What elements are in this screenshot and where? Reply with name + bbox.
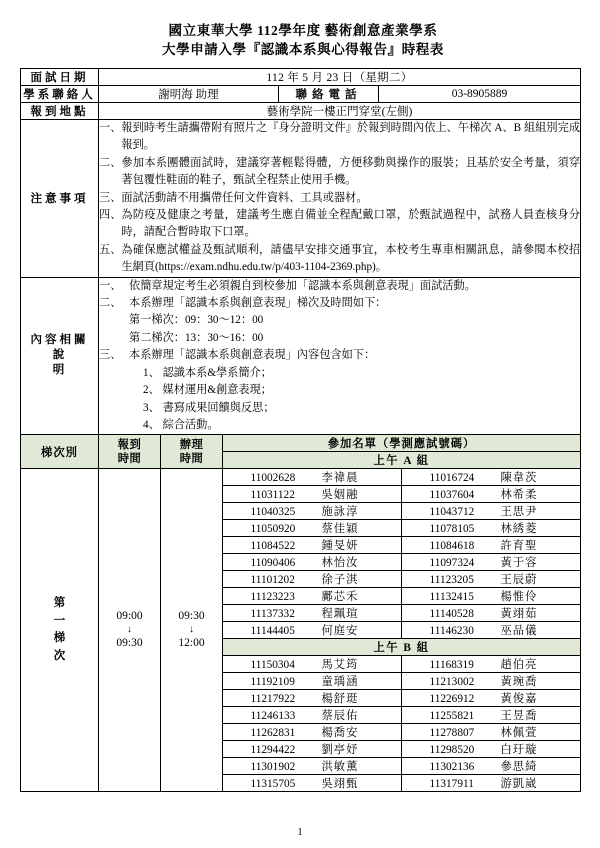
header-batch: 梯次別 [21, 435, 99, 469]
content-text: 本系辦理「認識本系與創意表現」梯次及時間如下： [129, 297, 387, 310]
student-id: 11146230 [429, 625, 474, 638]
student-cell [402, 622, 581, 639]
content-sub-item: 4、 綜合活動。 [143, 418, 219, 431]
content-number: 一、 [99, 279, 122, 292]
process-time-cell [161, 469, 223, 792]
interview-date-value: 112 年 5 月 23 日（星期二） [99, 69, 581, 86]
student-name: 林怡汝 [321, 557, 359, 570]
note-number: 一、 [99, 122, 122, 134]
student-id: 11144405 [250, 625, 295, 638]
student-cell [402, 588, 581, 605]
student-name: 游凱崴 [500, 778, 538, 791]
row-interview-date [21, 69, 581, 86]
student-id: 11084522 [250, 540, 296, 553]
content-item [99, 347, 580, 364]
student-cell [223, 537, 402, 554]
student-id: 11213002 [429, 676, 475, 689]
student-name: 李禕晨 [321, 472, 359, 485]
student-cell [402, 690, 581, 707]
student-name: 王昱喬 [500, 710, 538, 723]
student-cell [223, 775, 402, 792]
batch-time-1: 第一梯次：09：30～12：00 [129, 314, 264, 327]
student-cell [223, 588, 402, 605]
note-text: 參加本系團體面試時，建議穿著輕鬆得體，方便移動與操作的服裝；且基於安全考量，須穿著包覆性鞋面的鞋子，甄試全程禁止使用手機。 [121, 156, 581, 187]
student-name: 許育聖 [500, 540, 538, 553]
content-number: 三、 [99, 349, 122, 362]
student-id: 11278807 [429, 727, 475, 740]
student-cell [402, 673, 581, 690]
batch-char: 次 [53, 649, 66, 662]
student-cell [402, 724, 581, 741]
student-id: 11123223 [250, 591, 295, 604]
student-name: 吳翊甄 [321, 778, 359, 791]
student-id: 11192109 [250, 676, 295, 689]
info-table [20, 68, 581, 435]
content-text: 依簡章規定考生必須親自到校參加「認識本系與創意表現」面試活動。 [129, 279, 476, 292]
down-arrow-icon: ↓ [189, 624, 194, 636]
content-number: 二、 [99, 297, 122, 310]
student-id: 11016724 [429, 472, 475, 485]
title-line-1: 國立東華大學 112學年度 藝術創意產業學系 [168, 23, 438, 38]
student-cell [402, 656, 581, 673]
content-sub-item: 2、 媒材運用&創意表現； [143, 384, 272, 397]
content-item [99, 295, 580, 312]
student-id: 11150304 [250, 659, 295, 672]
student-id: 11132415 [429, 591, 474, 604]
student-id: 11097324 [429, 557, 475, 570]
row-location [21, 103, 581, 120]
location-value: 藝術學院一樓正門穿堂(左側) [99, 103, 581, 120]
student-name: 吳姻融 [321, 489, 359, 502]
student-name: 楊惟伶 [500, 591, 538, 604]
student-name: 施詠淳 [321, 506, 359, 519]
note-text: 報到時考生請攜帶附有照片之『身分證明文件』於報到時間內依上、午梯次 A、B 組組別完成報到。 [121, 122, 581, 152]
student-id: 11050920 [250, 523, 296, 536]
student-name: 王思尹 [500, 506, 538, 519]
student-id: 11298520 [429, 744, 475, 757]
header-process-time [161, 435, 223, 469]
phone-value: 03-8905889 [379, 86, 581, 103]
note-text: 面試活動請不用攜帶任何文件資料、工具或器材。 [121, 191, 368, 204]
batch-label-cell [21, 469, 99, 792]
student-cell [223, 707, 402, 724]
student-cell [223, 486, 402, 503]
student-cell [223, 690, 402, 707]
note-text: 為確保應試權益及甄試順利，請儘早安排交通事宜，本校考生專車相關訊息，請參閱本校招生網頁(https://exam.ndhu.edu.tw/p/403-1104-2369.php)。 [121, 243, 581, 274]
contact-value: 謝明海 助理 [99, 86, 279, 103]
student-name: 趙伯亮 [500, 659, 538, 672]
student-name: 蔡佳穎 [321, 523, 359, 536]
student-id: 11168319 [429, 659, 474, 672]
content-text: 本系辦理「認識本系與創意表現」內容包含如下： [129, 349, 376, 362]
batch-char: 第 [53, 597, 66, 610]
content-label [21, 277, 99, 435]
student-cell [402, 503, 581, 520]
student-cell [223, 503, 402, 520]
student-name: 巫品儀 [500, 625, 538, 638]
student-name: 徐子淇 [321, 574, 359, 587]
student-id: 11031122 [250, 489, 295, 502]
down-arrow-icon: ↓ [127, 624, 132, 636]
note-item [99, 120, 580, 155]
student-id: 11226912 [429, 693, 475, 706]
table-row [21, 469, 581, 486]
student-name: 鄺芯禾 [321, 591, 359, 604]
content-label-line-1: 內容相關 [30, 334, 89, 347]
content-item [99, 278, 580, 295]
student-name: 陳韋茨 [500, 472, 538, 485]
header-roster: 參加名單（學測應試號碼） [223, 435, 581, 452]
student-name: 林希柔 [500, 489, 538, 502]
student-name: 黃琬喬 [500, 676, 538, 689]
student-cell [402, 537, 581, 554]
student-cell [223, 469, 402, 486]
student-name: 林綉菱 [500, 523, 538, 536]
student-id: 11101202 [250, 574, 295, 587]
student-id: 11043712 [429, 506, 475, 519]
content-sub-item: 1、 認識本系&學系簡介； [143, 366, 272, 379]
row-content-description [21, 277, 581, 435]
student-cell [402, 741, 581, 758]
student-cell [223, 724, 402, 741]
student-cell [402, 469, 581, 486]
student-name: 黃俊嘉 [500, 693, 538, 706]
student-name: 白玗璇 [500, 744, 538, 757]
student-id: 11084618 [429, 540, 475, 553]
student-name: 黃于容 [500, 557, 538, 570]
note-number: 三、 [99, 191, 122, 204]
note-number: 二、 [99, 156, 122, 169]
header-report-time [99, 435, 161, 469]
student-cell [402, 486, 581, 503]
student-id: 11137332 [250, 608, 295, 621]
phone-label: 聯絡電話 [279, 86, 379, 103]
report-time-end: 09:30 [116, 637, 143, 650]
student-cell [223, 673, 402, 690]
process-time-end: 12:00 [178, 637, 205, 650]
page-number: 1 [297, 827, 303, 838]
student-cell [402, 554, 581, 571]
student-cell [223, 758, 402, 775]
student-name: 劉亭妤 [321, 744, 359, 757]
notes-content [99, 120, 581, 278]
header-report-time-line-2: 時間 [117, 452, 142, 465]
title-line-2: 大學申請入學『認識本系與心得報告』時程表 [162, 41, 444, 57]
header-process-time-line-2: 時間 [179, 452, 204, 465]
notes-label: 注意事項 [21, 120, 99, 278]
student-name: 童瑀涵 [321, 676, 359, 689]
page-title [20, 22, 580, 59]
group-b-header: 上午 B 組 [223, 639, 581, 656]
student-cell [223, 741, 402, 758]
student-cell [402, 520, 581, 537]
schedule-header-row-1 [21, 435, 581, 452]
student-cell [402, 571, 581, 588]
note-item [99, 207, 580, 242]
student-id: 11302136 [429, 761, 475, 774]
interview-date-label: 面試日期 [21, 69, 99, 86]
student-name: 蔡辰佑 [321, 710, 359, 723]
student-cell [402, 775, 581, 792]
process-time-start: 09:30 [178, 610, 205, 623]
student-id: 11294422 [250, 744, 296, 757]
note-item [99, 242, 580, 277]
student-id: 11140528 [429, 608, 474, 621]
student-cell [223, 656, 402, 673]
schedule-table [20, 434, 581, 792]
content-label-line-2: 說明 [52, 349, 91, 377]
batch-char: 梯 [53, 632, 66, 645]
student-id: 11255821 [429, 710, 475, 723]
location-label: 報到地點 [21, 103, 99, 120]
student-id: 11301902 [250, 761, 296, 774]
student-cell [402, 605, 581, 622]
row-notes [21, 120, 581, 278]
student-cell [402, 758, 581, 775]
student-name: 參思綺 [500, 761, 538, 774]
student-cell [223, 520, 402, 537]
note-number: 五、 [99, 243, 122, 256]
student-id: 11078105 [429, 523, 475, 536]
row-contact [21, 86, 581, 103]
student-id: 11246133 [250, 710, 296, 723]
student-id: 11037604 [429, 489, 475, 502]
header-report-time-line-1: 報到 [117, 438, 142, 451]
student-id: 11123205 [429, 574, 474, 587]
student-cell [223, 605, 402, 622]
contact-label: 學系聯絡人 [21, 86, 99, 103]
student-id: 11262831 [250, 727, 296, 740]
note-text: 為防疫及健康之考量，建議考生應自備並全程配戴口罩，於甄試過程中，試務人員查核身分時，請配合暫時取下口罩。 [121, 209, 581, 239]
student-name: 楊舒珽 [321, 693, 359, 706]
student-name: 程珮瑄 [321, 608, 359, 621]
student-name: 王辰蔚 [500, 574, 538, 587]
note-number: 四、 [99, 209, 122, 222]
student-cell [223, 554, 402, 571]
batch-time-2: 第二梯次：13：30～16：00 [129, 331, 264, 344]
student-id: 11002628 [250, 472, 296, 485]
report-time-cell [99, 469, 161, 792]
student-cell [223, 622, 402, 639]
student-id: 11317911 [429, 778, 474, 791]
note-item [99, 190, 580, 207]
student-name: 林佩萱 [500, 727, 538, 740]
group-a-header: 上午 A 組 [223, 452, 581, 469]
student-cell [223, 571, 402, 588]
student-name: 楊喬安 [321, 727, 359, 740]
note-item [99, 155, 580, 190]
report-time-start: 09:00 [116, 610, 143, 623]
content-sub-item: 3、 書寫成果回饋與反思； [143, 401, 275, 414]
student-name: 何庭安 [321, 625, 359, 638]
student-name: 鍾旻妍 [321, 540, 359, 553]
student-id: 11315705 [250, 778, 296, 791]
header-process-time-line-1: 辦理 [179, 438, 204, 451]
batch-char: 一 [53, 614, 66, 627]
student-name: 洪敏薰 [321, 761, 359, 774]
student-name: 黃翊茹 [500, 608, 538, 621]
student-id: 11217922 [250, 693, 296, 706]
student-cell [402, 707, 581, 724]
student-name: 馬艾筠 [321, 659, 359, 672]
student-id: 11040325 [250, 506, 296, 519]
student-id: 11090406 [250, 557, 296, 570]
content-body [99, 277, 581, 435]
